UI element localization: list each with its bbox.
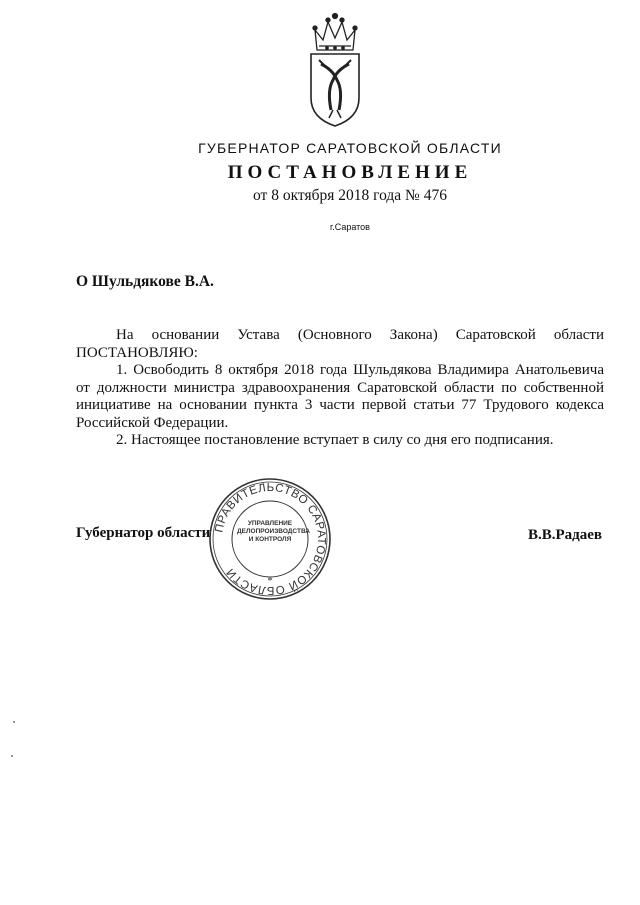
stamp-star: * [267,575,273,587]
document-city: г.Саратов [330,222,370,232]
stamp-line-1: УПРАВЛЕНИЕ [247,520,293,527]
signature-position: Губернатор области [76,525,211,541]
body-item-1: 1. Освободить 8 октября 2018 года Шульдякова Владимира Анатольевича от должности министра здравоохранения Саратовской области по собственной инициативе на основании пункта 3 части первой статьи 77 Трудового кодекса Российской Федерации. [76,362,604,431]
body-preamble: На основании Устава (Основного Закона) Саратовской области ПОСТАНОВЛЯЮ: [76,327,604,361]
emblem-graphic [303,10,367,128]
scan-speck [13,721,15,723]
body-item-2: 2. Настоящее постановление вступает в силу со дня его подписания. [116,432,554,448]
document-date-number: от 8 октября 2018 года № 476 [253,187,447,204]
stamp-line-3: И КОНТРОЛЯ [248,536,292,543]
stamp-line-2: ДЕЛОПРОИЗВОДСТВА [237,528,311,535]
coat-of-arms-emblem [303,10,367,128]
stamp-center-text [237,520,311,544]
signature-name: В.В.Радаев [527,527,602,543]
document-subject: О Шульдякове В.А. [76,273,214,290]
scan-speck [11,755,13,757]
official-stamp [207,476,333,602]
issuing-authority: ГУБЕРНАТОР САРАТОВСКОЙ ОБЛАСТИ [198,140,502,156]
stamp-ring-text: ПРАВИТЕЛЬСТВО САРАТОВСКОЙ ОБЛАСТИ [213,481,328,597]
document-type-title: ПОСТАНОВЛЕНИЕ [227,162,473,183]
